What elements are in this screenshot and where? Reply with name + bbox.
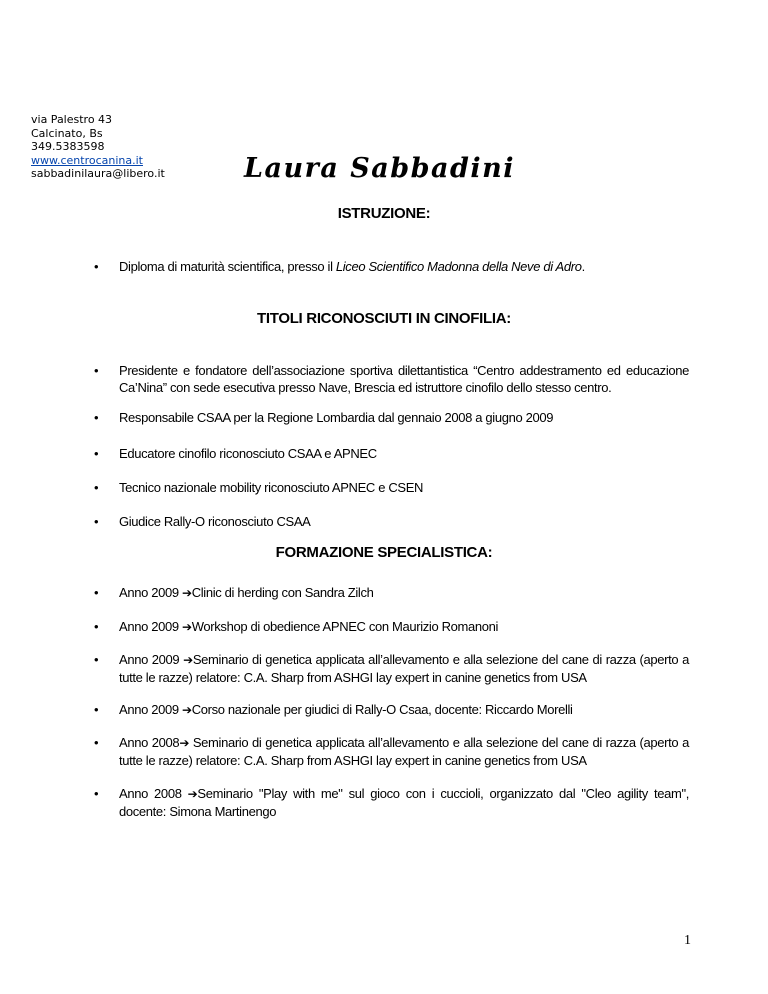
item-text: Corso nazionale per giudici di Rally-O Csaa, docente: Riccardo Morelli bbox=[191, 702, 573, 717]
arrow-right-icon: ➔ bbox=[187, 787, 198, 801]
bullet-icon: • bbox=[94, 410, 99, 425]
bullet-icon: • bbox=[94, 514, 99, 529]
item-text: Responsabile CSAA per la Regione Lombardia dal gennaio 2008 a giugno 2009 bbox=[119, 410, 554, 425]
contact-block bbox=[31, 113, 165, 181]
contact-email: sabbadinilaura@libero.it bbox=[31, 167, 165, 180]
bullet-icon: • bbox=[94, 735, 99, 750]
bullet-icon: • bbox=[94, 786, 99, 801]
item-year: Anno 2009 bbox=[119, 585, 183, 600]
item-text: Presidente e fondatore dell’associazione sportiva dilettantistica “Centro addestramento ed educazione Ca’Nina” con sede esecutiva presso Nave, Brescia ed istruttore cinofilo dello stesso centro. bbox=[119, 363, 689, 395]
item-text-end: . bbox=[581, 259, 585, 274]
section-heading-titoli bbox=[0, 310, 768, 327]
person-name: Laura Sabbadini bbox=[244, 153, 515, 184]
arrow-right-icon: ➔ bbox=[182, 586, 192, 600]
item-text: Diploma di maturità scientifica, presso il bbox=[119, 259, 336, 274]
bullet-icon: • bbox=[94, 480, 99, 495]
bullet-icon: • bbox=[94, 259, 99, 274]
item-year: Anno 2009 bbox=[119, 652, 184, 667]
heading-text: FORMAZIONE SPECIALISTICA: bbox=[275, 544, 493, 561]
bullet-icon: • bbox=[94, 652, 99, 667]
heading-text: ISTRUZIONE: bbox=[337, 205, 431, 222]
item-year: Anno 2008 bbox=[119, 786, 188, 801]
item-text: Educatore cinofilo riconosciuto CSAA e APNEC bbox=[119, 446, 377, 461]
arrow-right-icon: ➔ bbox=[182, 620, 192, 634]
bullet-icon: • bbox=[94, 619, 99, 634]
school-name: Liceo Scientifico Madonna della Neve di Adro bbox=[335, 259, 582, 274]
section-heading-formazione bbox=[0, 544, 768, 561]
bullet-icon: • bbox=[94, 446, 99, 461]
heading-text: TITOLI RICONOSCIUTI IN CINOFILIA: bbox=[257, 310, 511, 327]
item-text: Seminario di genetica applicata all’allevamento e alla selezione del cane di razza (aperto a tutte le razze) relatore: C.A. Sharp from ASHGI lay expert in canine genetics from USA bbox=[119, 652, 689, 685]
contact-city: Calcinato, Bs bbox=[31, 126, 103, 140]
item-text: Seminario "Play with me" sul gioco con i cuccioli, organizzato dal "Cleo agility team", docente: Simona Martinengo bbox=[119, 786, 689, 819]
item-year: Anno 2008 bbox=[119, 735, 180, 750]
contact-address: via Palestro 43 bbox=[31, 113, 113, 126]
item-text: Seminario di genetica applicata all’allevamento e alla selezione del cane di razza (aperto a tutte le razze) relatore: C.A. Sharp from ASHGI lay expert in canine genetics from USA bbox=[119, 735, 689, 768]
item-text: Giudice Rally-O riconosciuto CSAA bbox=[119, 514, 311, 529]
arrow-right-icon: ➔ bbox=[179, 736, 190, 750]
section-heading-istruzione bbox=[0, 205, 768, 222]
item-text: Tecnico nazionale mobility riconosciuto APNEC e CSEN bbox=[119, 480, 424, 495]
bullet-icon: • bbox=[94, 702, 99, 717]
item-year: Anno 2009 bbox=[119, 619, 183, 634]
item-text: Workshop di obedience APNEC con Maurizio Romanoni bbox=[191, 619, 499, 634]
page-number: 1 bbox=[684, 933, 691, 948]
item-year: Anno 2009 bbox=[119, 702, 183, 717]
arrow-right-icon: ➔ bbox=[182, 703, 192, 717]
bullet-icon: • bbox=[94, 585, 99, 600]
item-text: Clinic di herding con Sandra Zilch bbox=[191, 585, 374, 600]
website-link[interactable]: www.centrocanina.it bbox=[31, 153, 143, 167]
arrow-right-icon: ➔ bbox=[183, 653, 193, 667]
bullet-icon: • bbox=[94, 363, 99, 378]
contact-phone: 349.5383598 bbox=[31, 140, 105, 153]
